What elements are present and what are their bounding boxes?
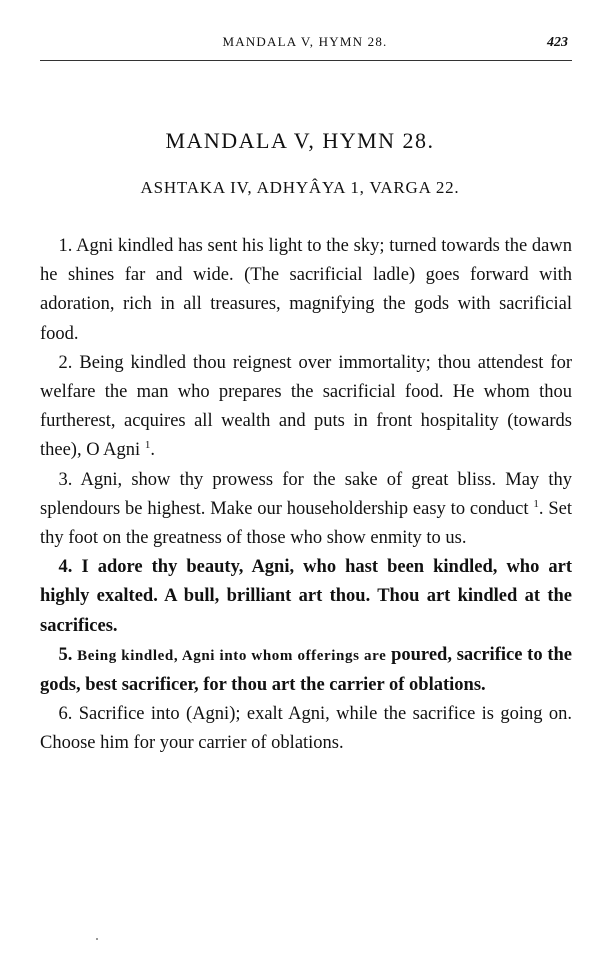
- verse-text-tail: . Set thy foot on the greatness of those who show enmity to us.: [40, 498, 573, 549]
- verse-5: [40, 641, 572, 700]
- verse-number: 6.: [58, 704, 73, 725]
- hymn-heading: MANDALA V, HYMN 28.: [165, 128, 435, 153]
- running-title: MANDALA V, HYMN 28.: [222, 34, 388, 49]
- verse-4: [40, 553, 572, 641]
- verse-text: Being kindled thou reignest over immortality; thou attendest for welfare the man who prepares the sacrificial food. He whom thou furtherest, acquires all wealth and puts in front hospitality (towards thee), O Agni: [40, 352, 573, 461]
- verse-number: 5.: [58, 644, 73, 665]
- verse-text: poured, sacrifice to the gods, best sacrificer, for thou art the carrier of oblations.: [40, 644, 572, 696]
- verse-number: 1.: [58, 236, 73, 256]
- verse-text-tail: .: [150, 440, 155, 461]
- verse-6: [40, 700, 572, 758]
- verse-3: [40, 466, 572, 554]
- footnote-marker[interactable]: 1: [533, 497, 539, 510]
- verse-number: 4.: [58, 557, 73, 578]
- page-number: 423: [547, 35, 568, 50]
- verse-lead: Being kindled, Agni into whom offerings are: [77, 647, 387, 664]
- verse-text: Agni, show thy prowess for the sake of great bliss. May thy splendours be highest. Make our householdership easy to conduct: [40, 469, 572, 519]
- verse-text: I adore thy beauty, Agni, who hast been kindled, who art highly exalted. A bull, brilliant art thou. Thou art kindled at the sacrifices.: [40, 557, 573, 636]
- verse-number: 3.: [58, 469, 73, 490]
- footnote-marker[interactable]: 1: [144, 439, 151, 452]
- running-head: [40, 34, 570, 58]
- header-rule: [40, 60, 572, 61]
- verse-1: [40, 232, 572, 349]
- verse-body: [40, 232, 572, 759]
- verse-text: Sacrifice into (Agni); exalt Agni, while the sacrifice is going on. Choose him for your carrier of oblations.: [40, 704, 573, 754]
- verse-2: [40, 349, 572, 466]
- subheading: ASHTAKA IV, ADHYÂYA 1, VARGA 22.: [140, 178, 460, 197]
- verse-text: Agni kindled has sent his light to the sky; turned towards the dawn he shines far and wide. (The sacrificial ladle) goes forward with adoration, rich in all treasures, magnifying the gods with sacrificial food.: [40, 236, 573, 344]
- scan-speck: [96, 938, 98, 940]
- verse-number: 2.: [58, 352, 73, 373]
